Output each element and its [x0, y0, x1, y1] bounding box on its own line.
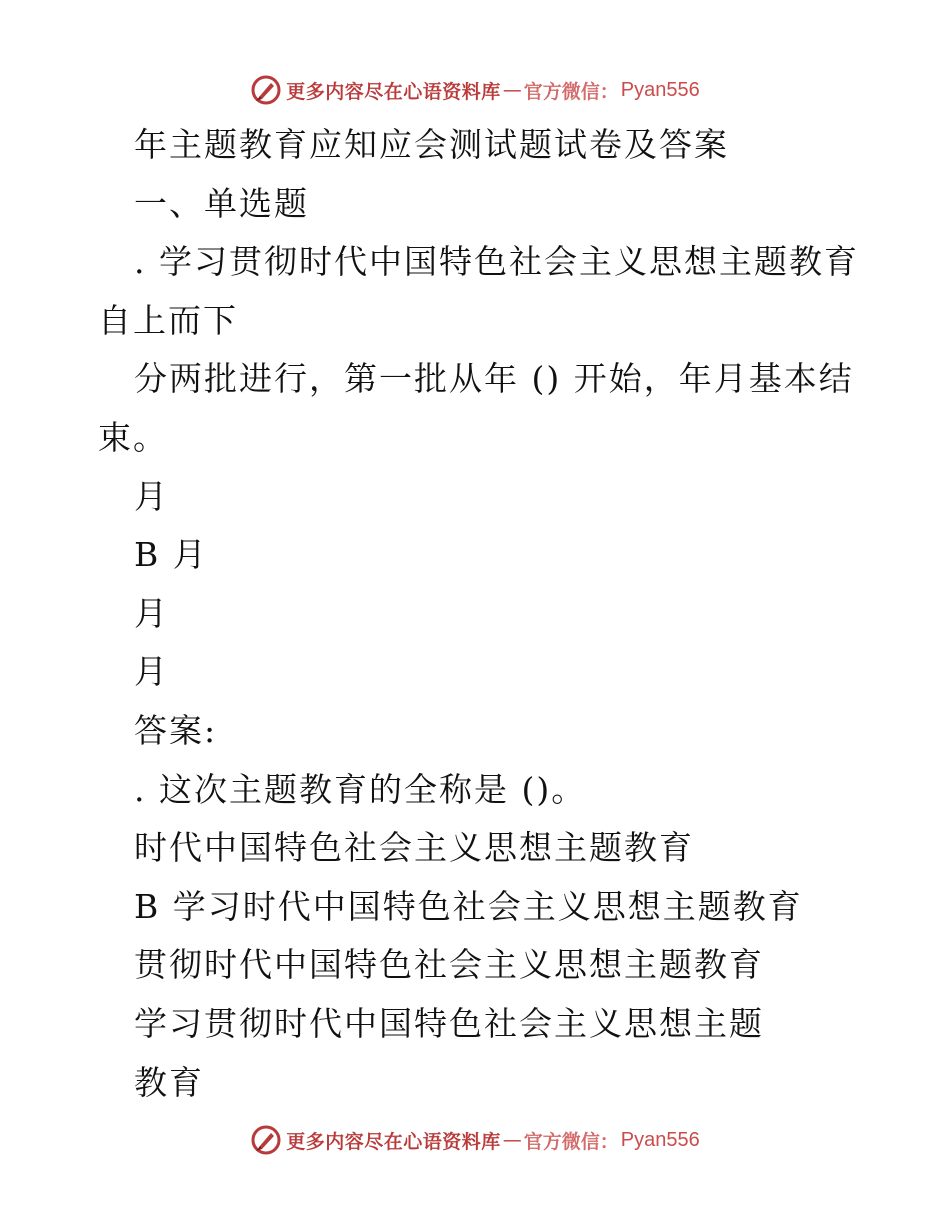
question-1-answer: 答案:: [134, 710, 218, 750]
banner-dash: —: [502, 79, 522, 101]
banner-site-text: 更多内容尽在心语资料库: [286, 1130, 501, 1153]
question-2-option-c: 贯彻时代中国特色社会主义思想主题教育: [134, 945, 764, 985]
question-2-option-d-line-1: 学习贯彻时代中国特色社会主义思想主题: [134, 1003, 764, 1043]
question-2-option-b: B 学习时代中国特色社会主义思想主题教育: [134, 886, 803, 926]
banner-dash: —: [502, 1129, 522, 1151]
banner-wechat-id: Pyan556: [620, 1128, 700, 1151]
banner-wechat-id: Pyan556: [620, 78, 700, 101]
question-2-stem: . 这次主题教育的全称是 ()。: [134, 769, 587, 809]
question-1-option-b: B 月: [134, 535, 208, 575]
section-heading: 一、单选题: [134, 183, 309, 223]
question-1-option-d: 月: [134, 652, 169, 692]
question-1-line-2: 自上而下: [98, 300, 238, 340]
header-banner: [0, 70, 950, 110]
question-1-line-4: 束。: [98, 417, 168, 457]
banner-content: [250, 74, 700, 106]
banner-content: [250, 1124, 700, 1156]
question-2-option-d-line-2: 教育: [134, 1062, 204, 1102]
footer-banner: [0, 1120, 950, 1160]
document-body: [0, 116, 950, 1112]
question-1-option-a: 月: [134, 476, 169, 516]
question-1-line-1: . 学习贯彻时代中国特色社会主义思想主题教育: [134, 242, 859, 282]
pen-logo-icon: [250, 74, 282, 106]
question-1-option-c: 月: [134, 593, 169, 633]
banner-wechat-label: 官方微信：: [523, 80, 619, 103]
banner-wechat-label: 官方微信：: [523, 1130, 619, 1153]
question-2-option-a: 时代中国特色社会主义思想主题教育: [134, 828, 694, 868]
document-title: 年主题教育应知应会测试题试卷及答案: [134, 125, 729, 164]
pen-logo-icon: [250, 1124, 282, 1156]
question-1-line-3: 分两批进行，第一批从年 () 开始，年月基本结: [134, 359, 854, 399]
banner-site-text: 更多内容尽在心语资料库: [286, 80, 501, 103]
